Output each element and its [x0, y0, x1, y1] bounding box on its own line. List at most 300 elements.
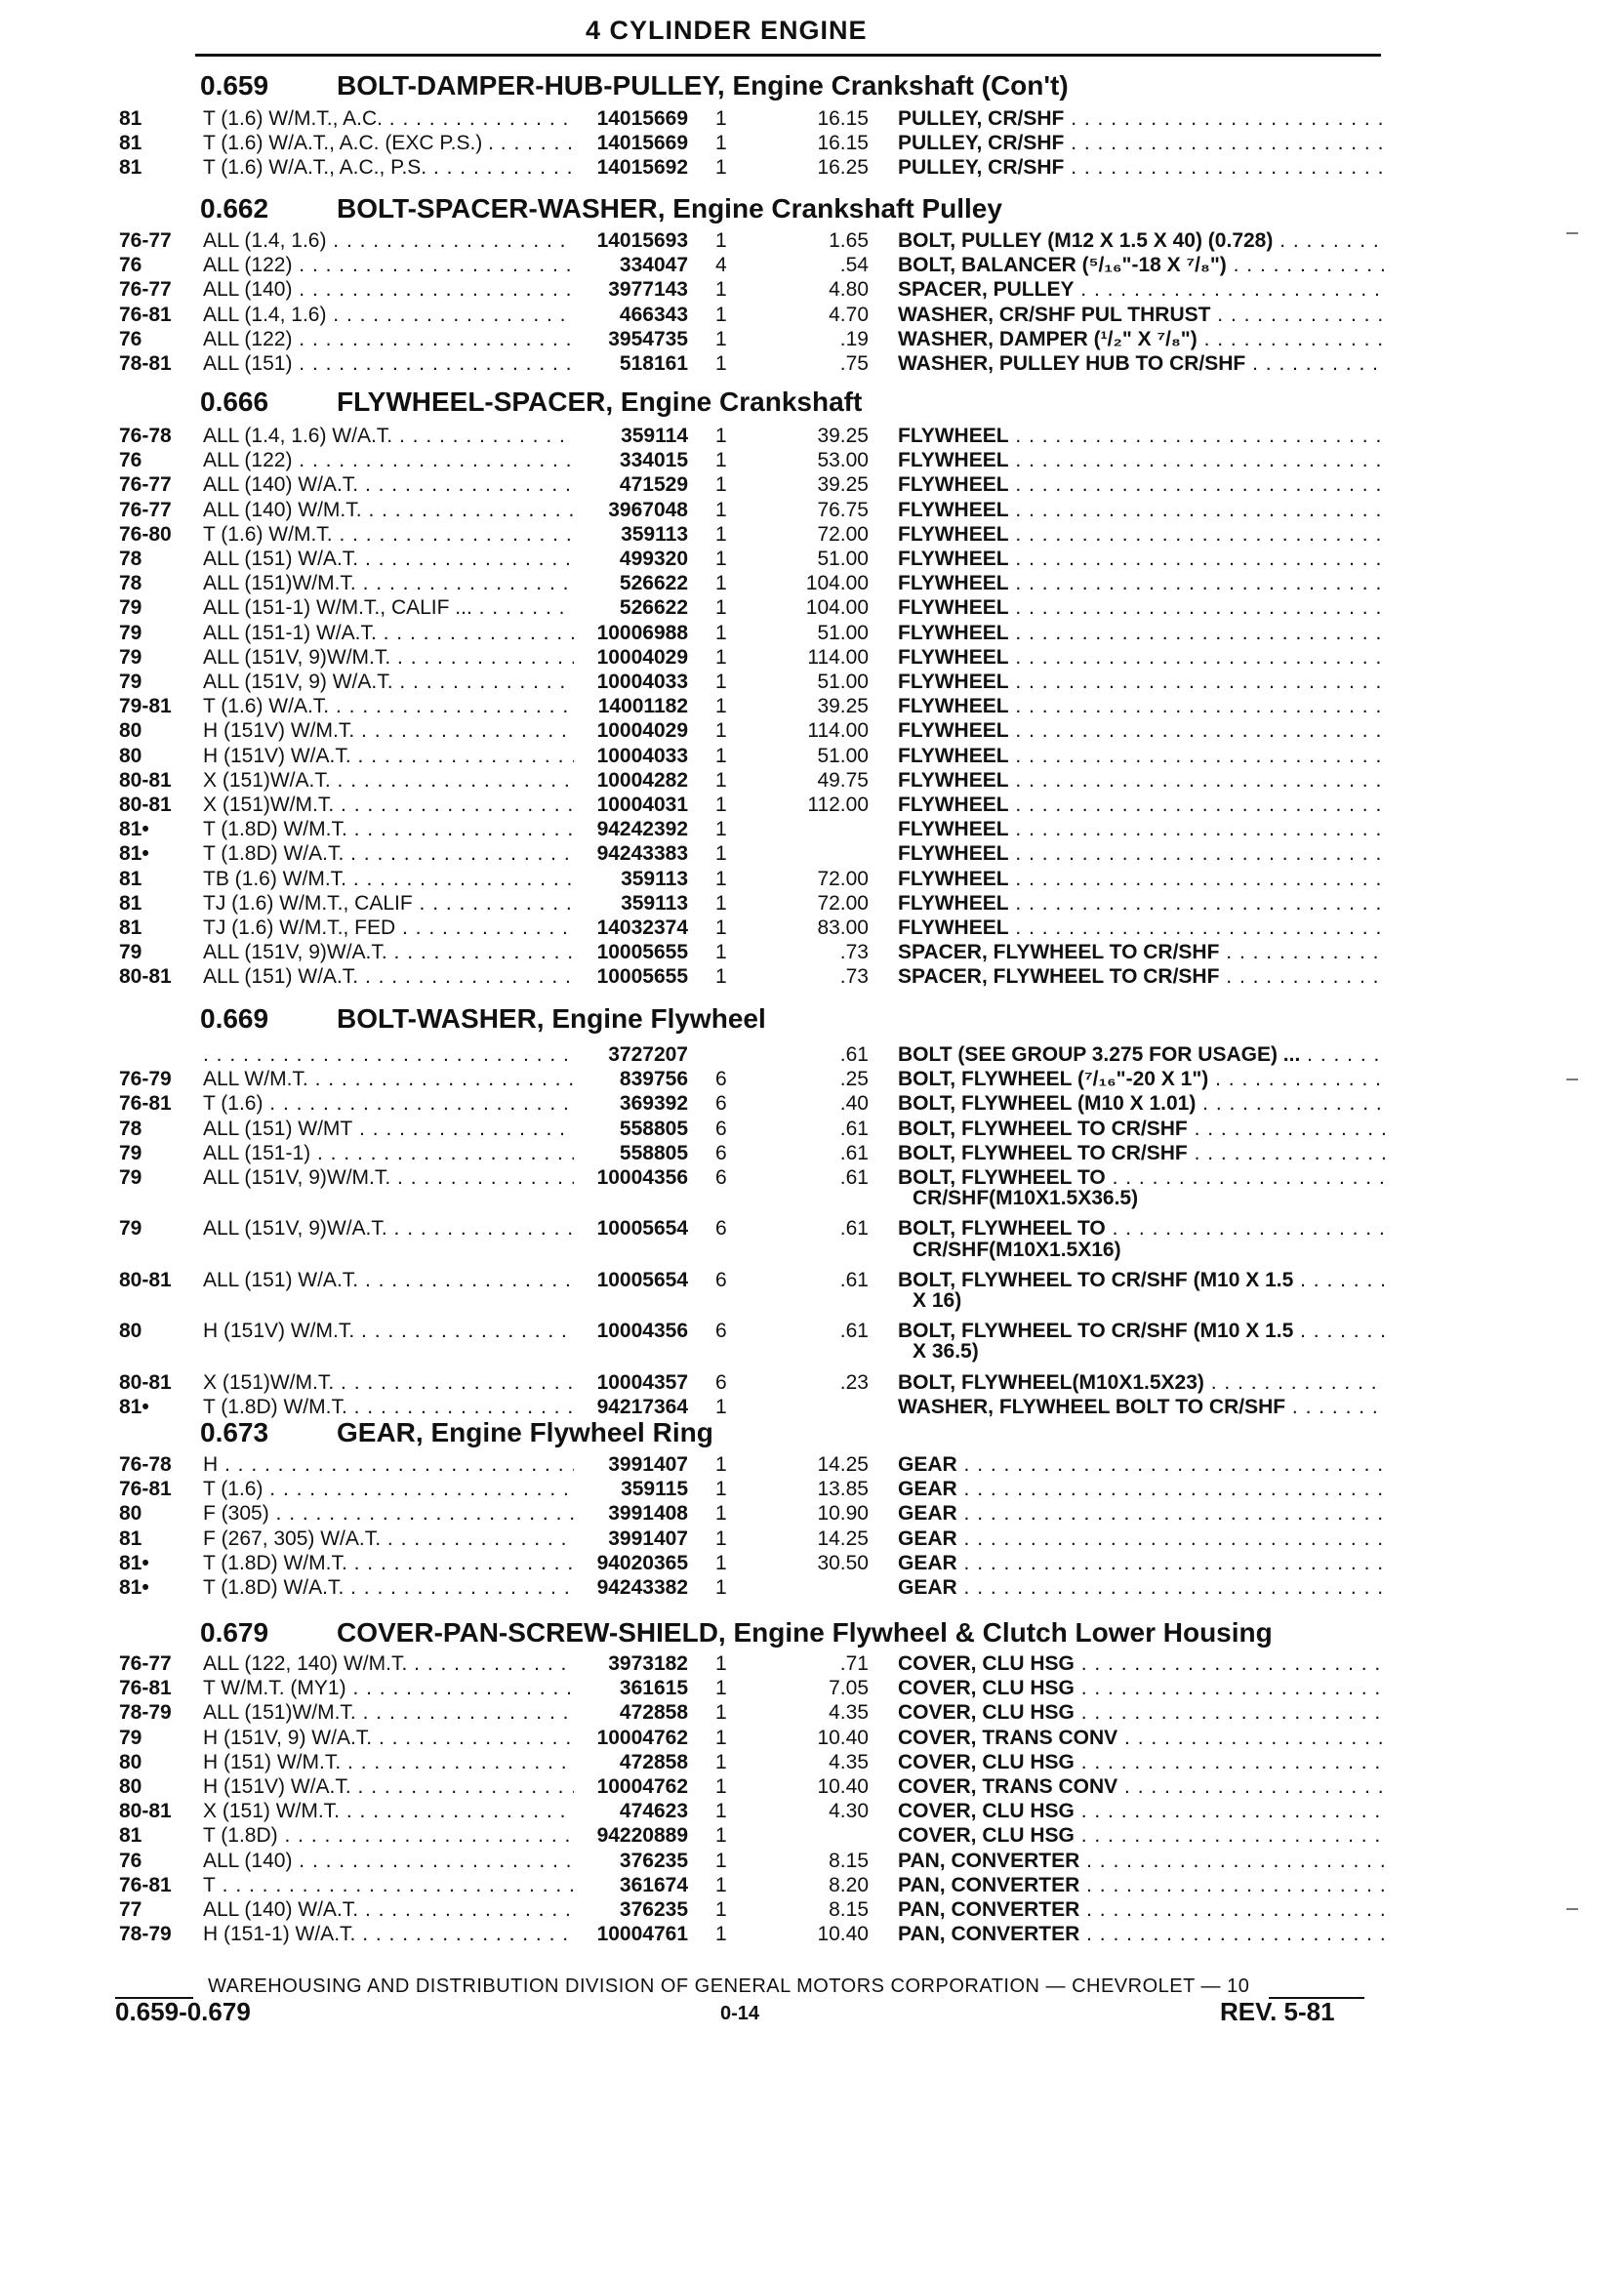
- model-application: T (1.6) W/A.T., A.C., P.S. . . .: [203, 155, 574, 180]
- model-years: 80: [119, 1775, 142, 1798]
- model-application: X (151)W/A.T. . . .: [203, 768, 574, 793]
- part-number: 10004762: [596, 1727, 688, 1749]
- part-row: [0, 327, 1624, 351]
- model-application: ALL (140) W/M.T. . . .: [203, 498, 574, 522]
- part-row: [0, 1527, 1624, 1551]
- part-number: 3991407: [608, 1453, 688, 1476]
- part-number: 10004282: [596, 769, 688, 792]
- list-price: 51.00: [817, 548, 869, 570]
- model-application: ALL (151) W/A.T. . . .: [203, 547, 574, 571]
- part-row: [0, 645, 1624, 670]
- part-number: 472858: [619, 1751, 688, 1773]
- part-description: BOLT, BALANCER (⁵/₁₆"-18 X ⁷/₈") . . .: [898, 253, 1386, 277]
- part-row: [0, 1477, 1624, 1501]
- part-row: [0, 1676, 1624, 1700]
- page-title: 4 CYLINDER ENGINE: [586, 16, 868, 45]
- part-description: FLYWHEEL . . .: [898, 621, 1386, 645]
- quantity: 1: [715, 1396, 727, 1418]
- part-number: 94242392: [596, 818, 688, 840]
- list-price: 13.85: [817, 1478, 869, 1500]
- model-application: TJ (1.6) W/M.T., FED . . .: [203, 916, 574, 940]
- model-application: T . . .: [203, 1873, 574, 1897]
- part-description: BOLT, FLYWHEEL(M10X1.5X23) . . .: [898, 1370, 1386, 1395]
- part-row: [0, 964, 1624, 989]
- model-application: ALL (151-1) . . .: [203, 1141, 574, 1165]
- part-row: [0, 1651, 1624, 1676]
- model-years: 80-81: [119, 769, 172, 792]
- part-number: 472858: [619, 1701, 688, 1724]
- model-years: 81: [119, 107, 142, 130]
- model-years: 78: [119, 1118, 142, 1140]
- model-application: T (1.6) W/A.T., A.C. (EXC P.S.) . . . .: [203, 131, 574, 155]
- quantity: 1: [715, 1751, 727, 1773]
- model-application: ALL (151V, 9)W/A.T. . . .: [203, 1216, 574, 1241]
- group-title: GEAR, Engine Flywheel Ring: [337, 1417, 713, 1447]
- part-description: GEAR . . .: [898, 1527, 1386, 1551]
- list-price: .61: [839, 1142, 869, 1164]
- quantity: 4: [715, 254, 727, 276]
- model-years: 80: [119, 719, 142, 742]
- part-number: 10006988: [596, 622, 688, 644]
- part-row: [0, 155, 1624, 180]
- quantity: 6: [715, 1092, 727, 1115]
- part-number: 3954735: [608, 328, 688, 350]
- model-years: 76-81: [119, 1478, 172, 1500]
- part-row: [0, 131, 1624, 155]
- quantity: 1: [715, 794, 727, 816]
- model-application: ALL (122) . . .: [203, 327, 574, 351]
- part-number: 376235: [619, 1850, 688, 1872]
- model-application: T (1.8D) W/M.T. . . .: [203, 1395, 574, 1419]
- quantity: 1: [715, 1824, 727, 1847]
- model-application: ALL (151V, 9)W/M.T. . . .: [203, 1165, 574, 1190]
- model-years: 76-79: [119, 1068, 172, 1090]
- quantity: 1: [715, 965, 727, 988]
- quantity: 1: [715, 941, 727, 963]
- list-price: 14.25: [817, 1527, 869, 1550]
- model-years: 76-78: [119, 1453, 172, 1476]
- part-description: BOLT, FLYWHEEL TO CR/SHF (M10 X 1.5 . . .: [898, 1319, 1386, 1343]
- margin-mark: [1566, 1908, 1578, 1910]
- model-years: 81: [119, 156, 142, 179]
- quantity: 6: [715, 1068, 727, 1090]
- part-row: [0, 793, 1624, 817]
- model-application: T (1.6) . . .: [203, 1477, 574, 1501]
- footer-page-number: 0-14: [720, 2003, 760, 2024]
- list-price: .61: [839, 1217, 869, 1240]
- part-row: [0, 424, 1624, 448]
- list-price: .71: [839, 1652, 869, 1675]
- quantity: 1: [715, 1874, 727, 1896]
- list-price: 4.35: [829, 1701, 869, 1724]
- model-application: ALL (140) . . .: [203, 1849, 574, 1873]
- part-row: [0, 472, 1624, 497]
- list-price: 51.00: [817, 622, 869, 644]
- list-price: 49.75: [817, 769, 869, 792]
- part-description: PULLEY, CR/SHF . . .: [898, 106, 1386, 131]
- part-row: [0, 1823, 1624, 1848]
- description-continuation: CR/SHF(M10X1.5X16): [913, 1239, 1121, 1261]
- model-application: ALL (151)W/M.T. . . .: [203, 1700, 574, 1725]
- part-description: COVER, CLU HSG . . .: [898, 1676, 1386, 1700]
- part-description: COVER, CLU HSG . . .: [898, 1700, 1386, 1725]
- part-row: [0, 718, 1624, 743]
- part-row: [0, 303, 1624, 327]
- model-application: ALL (151) W/A.T. . . .: [203, 1268, 574, 1292]
- model-years: 78-79: [119, 1701, 172, 1724]
- model-application: ALL (122, 140) W/M.T. . . .: [203, 1651, 574, 1676]
- description-continuation: CR/SHF(M10X1.5X36.5): [913, 1187, 1139, 1209]
- part-description: PULLEY, CR/SHF . . .: [898, 131, 1386, 155]
- model-years: 76: [119, 254, 142, 276]
- model-years: 78-79: [119, 1923, 172, 1945]
- part-number: 466343: [619, 304, 688, 326]
- part-row: [0, 1726, 1624, 1750]
- group-number: 0.666: [200, 387, 269, 417]
- model-years: 79: [119, 596, 142, 619]
- part-number: 334047: [619, 254, 688, 276]
- model-years: 79: [119, 646, 142, 669]
- part-number: 94243383: [596, 842, 688, 865]
- part-number: 14001182: [597, 695, 688, 717]
- list-price: 114.00: [807, 719, 869, 742]
- model-years: 76-81: [119, 304, 172, 326]
- section-heading: [200, 387, 862, 418]
- list-price: 4.70: [829, 304, 869, 326]
- quantity: 1: [715, 278, 727, 301]
- part-number: 471529: [619, 473, 688, 496]
- list-price: 72.00: [817, 523, 869, 546]
- part-number: 3973182: [608, 1652, 688, 1675]
- model-years: 81•: [119, 1552, 149, 1574]
- part-number: 94217364: [596, 1396, 688, 1418]
- group-title: FLYWHEEL-SPACER, Engine Crankshaft: [337, 387, 863, 417]
- list-price: 1.65: [829, 229, 869, 252]
- part-row: [0, 106, 1624, 131]
- part-description: BOLT (SEE GROUP 3.275 FOR USAGE) ... . . .: [898, 1042, 1386, 1067]
- model-years: 81•: [119, 842, 149, 865]
- part-number: 359114: [621, 425, 688, 447]
- model-application: H (151V, 9) W/A.T. . . .: [203, 1726, 574, 1750]
- list-price: 16.25: [817, 156, 869, 179]
- footer-revision: REV. 5-81: [1220, 1997, 1335, 2026]
- group-title: BOLT-SPACER-WASHER, Engine Crankshaft Pulley: [337, 193, 1002, 224]
- model-application: T (1.6) . . .: [203, 1091, 574, 1116]
- quantity: 1: [715, 769, 727, 792]
- part-number: 94220889: [596, 1824, 688, 1847]
- part-description: GEAR . . .: [898, 1551, 1386, 1575]
- part-description: BOLT, FLYWHEEL TO . . .: [898, 1165, 1386, 1190]
- quantity: 1: [715, 1502, 727, 1525]
- quantity: 1: [715, 1923, 727, 1945]
- quantity: 1: [715, 622, 727, 644]
- part-description: FLYWHEEL . . .: [898, 718, 1386, 743]
- part-description: FLYWHEEL . . .: [898, 595, 1386, 620]
- model-application: ALL (151) . . .: [203, 351, 574, 376]
- list-price: 104.00: [805, 572, 869, 594]
- quantity: 6: [715, 1320, 727, 1342]
- model-application: TJ (1.6) W/M.T., CALIF . . .: [203, 891, 574, 916]
- list-price: .75: [839, 352, 869, 375]
- quantity: 1: [715, 695, 727, 717]
- part-number: 94020365: [596, 1552, 688, 1574]
- part-number: 10004356: [596, 1166, 688, 1189]
- part-number: 3991407: [608, 1527, 688, 1550]
- part-description: BOLT, FLYWHEEL TO . . .: [898, 1216, 1386, 1241]
- part-row: [0, 1452, 1624, 1477]
- model-years: 76-78: [119, 425, 172, 447]
- part-number: 839756: [619, 1068, 688, 1090]
- quantity: 1: [715, 499, 727, 521]
- part-number: 359113: [621, 892, 688, 915]
- list-price: 104.00: [805, 596, 869, 619]
- model-years: 76-77: [119, 473, 172, 496]
- part-description: BOLT, FLYWHEEL TO CR/SHF (M10 X 1.5 . . .: [898, 1268, 1386, 1292]
- model-years: 79: [119, 1217, 142, 1240]
- quantity: 1: [715, 892, 727, 915]
- model-years: 76-80: [119, 523, 172, 546]
- part-row: [0, 1117, 1624, 1141]
- list-price: 30.50: [817, 1552, 869, 1574]
- part-row: [0, 277, 1624, 302]
- list-price: .73: [839, 965, 869, 988]
- part-number: 10005655: [596, 941, 688, 963]
- list-price: .61: [839, 1043, 869, 1066]
- list-price: 4.35: [829, 1751, 869, 1773]
- quantity: 1: [715, 449, 727, 471]
- model-application: T (1.8D) W/A.T. . . .: [203, 841, 574, 866]
- model-years: 77: [119, 1898, 142, 1921]
- model-years: 81: [119, 1527, 142, 1550]
- model-years: 81: [119, 868, 142, 890]
- model-application: ALL (140) W/A.T. . . .: [203, 472, 574, 497]
- list-price: 4.80: [829, 278, 869, 301]
- quantity: 6: [715, 1269, 727, 1291]
- list-price: .61: [839, 1269, 869, 1291]
- quantity: 6: [715, 1371, 727, 1394]
- model-application: ALL (1.4, 1.6) . . .: [203, 303, 574, 327]
- model-application: H (151) W/M.T. . . .: [203, 1750, 574, 1774]
- list-price: .61: [839, 1166, 869, 1189]
- part-row: [0, 448, 1624, 472]
- part-description: BOLT, FLYWHEEL (M10 X 1.01) . . .: [898, 1091, 1386, 1116]
- part-description: WASHER, PULLEY HUB TO CR/SHF . . .: [898, 351, 1386, 376]
- part-description: PAN, CONVERTER . . .: [898, 1849, 1386, 1873]
- part-description: FLYWHEEL . . .: [898, 670, 1386, 694]
- model-years: 76-81: [119, 1677, 172, 1699]
- list-price: .61: [839, 1320, 869, 1342]
- group-title: BOLT-DAMPER-HUB-PULLEY, Engine Crankshaft (Con't): [337, 70, 1069, 101]
- model-application: ALL (122) . . .: [203, 448, 574, 472]
- part-number: 361674: [619, 1874, 688, 1896]
- list-price: 72.00: [817, 868, 869, 890]
- list-price: .61: [839, 1118, 869, 1140]
- part-row: [0, 498, 1624, 522]
- part-description: WASHER, CR/SHF PUL THRUST . . .: [898, 303, 1386, 327]
- quantity: 1: [715, 473, 727, 496]
- model-application: H (151V) W/A.T. . . .: [203, 744, 574, 768]
- quantity: 1: [715, 1652, 727, 1675]
- list-price: 39.25: [817, 695, 869, 717]
- model-years: 80-81: [119, 1269, 172, 1291]
- group-number: 0.662: [200, 193, 269, 224]
- part-description: FLYWHEEL . . .: [898, 841, 1386, 866]
- part-number: 10005654: [596, 1217, 688, 1240]
- part-description: GEAR . . .: [898, 1477, 1386, 1501]
- list-price: 10.40: [817, 1727, 869, 1749]
- part-number: 14032374: [596, 916, 688, 939]
- model-years: 80: [119, 745, 142, 767]
- list-price: 14.25: [817, 1453, 869, 1476]
- model-years: 78: [119, 572, 142, 594]
- quantity: 1: [715, 1677, 727, 1699]
- part-row: [0, 1922, 1624, 1946]
- part-number: 3977143: [608, 278, 688, 301]
- model-application: H (151-1) W/A.T. . . .: [203, 1922, 574, 1946]
- model-application: ALL (140) W/A.T. . . .: [203, 1897, 574, 1922]
- part-description: PULLEY, CR/SHF . . .: [898, 155, 1386, 180]
- part-number: 10004029: [596, 646, 688, 669]
- part-number: 359115: [621, 1478, 688, 1500]
- part-row: [0, 1501, 1624, 1526]
- model-application: ALL (151-1) W/M.T., CALIF ... . . .: [203, 595, 574, 620]
- part-description: FLYWHEEL . . .: [898, 424, 1386, 448]
- model-years: 79: [119, 1727, 142, 1749]
- model-application: X (151)W/M.T. . . .: [203, 793, 574, 817]
- quantity: 1: [715, 1478, 727, 1500]
- part-row: [0, 1575, 1624, 1600]
- model-years: 80: [119, 1502, 142, 1525]
- quantity: 6: [715, 1166, 727, 1189]
- model-application: ALL (151) W/A.T. . . .: [203, 964, 574, 989]
- quantity: 1: [715, 1775, 727, 1798]
- part-number: 3727207: [608, 1043, 688, 1066]
- footer-publisher: WAREHOUSING AND DISTRIBUTION DIVISION OF GENERAL MOTORS CORPORATION — CHEVROLET — 10: [208, 1975, 1250, 1997]
- list-price: 53.00: [817, 449, 869, 471]
- quantity: 1: [715, 1727, 727, 1749]
- model-years: 76-81: [119, 1874, 172, 1896]
- part-description: BOLT, FLYWHEEL (⁷/₁₆"-20 X 1") . . .: [898, 1067, 1386, 1091]
- model-years: 79-81: [119, 695, 172, 717]
- model-years: 78: [119, 548, 142, 570]
- model-years: 79: [119, 1166, 142, 1189]
- list-price: .19: [839, 328, 869, 350]
- model-application: ALL (151)W/M.T. . . .: [203, 571, 574, 595]
- model-application: T (1.8D) W/M.T. . . .: [203, 1551, 574, 1575]
- model-application: T (1.6) W/M.T., A.C. . . .: [203, 106, 574, 131]
- model-years: 81•: [119, 818, 149, 840]
- quantity: 1: [715, 1800, 727, 1822]
- part-row: [0, 1067, 1624, 1091]
- part-description: COVER, CLU HSG . . .: [898, 1750, 1386, 1774]
- model-years: 81: [119, 132, 142, 154]
- part-row: [0, 891, 1624, 916]
- description-continuation: X 36.5): [913, 1340, 979, 1363]
- part-row: [0, 1873, 1624, 1897]
- group-title: BOLT-WASHER, Engine Flywheel: [337, 1003, 766, 1034]
- part-number: 10004356: [596, 1320, 688, 1342]
- part-row: [0, 571, 1624, 595]
- part-row: [0, 744, 1624, 768]
- part-row: [0, 253, 1624, 277]
- part-description: FLYWHEEL . . .: [898, 498, 1386, 522]
- list-price: 39.25: [817, 425, 869, 447]
- model-application: ALL (1.4, 1.6) W/A.T. . . .: [203, 424, 574, 448]
- quantity: 1: [715, 1850, 727, 1872]
- part-row: [0, 1395, 1624, 1419]
- part-number: 359113: [621, 868, 688, 890]
- part-description: GEAR . . .: [898, 1501, 1386, 1526]
- model-years: 80-81: [119, 794, 172, 816]
- part-description: FLYWHEEL . . .: [898, 891, 1386, 916]
- model-application: T (1.8D) . . .: [203, 1823, 574, 1848]
- model-years: 76: [119, 328, 142, 350]
- section-heading: [200, 193, 1002, 224]
- part-number: 334015: [619, 449, 688, 471]
- part-number: 474623: [619, 1800, 688, 1822]
- part-number: 10004762: [596, 1775, 688, 1798]
- part-description: COVER, TRANS CONV . . .: [898, 1726, 1386, 1750]
- model-years: 76-77: [119, 229, 172, 252]
- part-row: [0, 1799, 1624, 1823]
- part-description: COVER, CLU HSG . . .: [898, 1651, 1386, 1676]
- title-rule: [195, 54, 1381, 57]
- model-years: 76-77: [119, 278, 172, 301]
- model-years: 81•: [119, 1576, 149, 1599]
- quantity: 6: [715, 1118, 727, 1140]
- model-years: 80-81: [119, 1371, 172, 1394]
- quantity: 1: [715, 745, 727, 767]
- model-years: 80: [119, 1320, 142, 1342]
- model-years: 79: [119, 941, 142, 963]
- part-number: 14015669: [596, 132, 688, 154]
- list-price: 72.00: [817, 892, 869, 915]
- part-number: 3991408: [608, 1502, 688, 1525]
- model-application: T (1.8D) W/A.T. . . .: [203, 1575, 574, 1600]
- part-row: [0, 1042, 1624, 1067]
- list-price: 114.00: [807, 646, 869, 669]
- part-number: 14015693: [596, 229, 688, 252]
- list-price: 83.00: [817, 916, 869, 939]
- part-row: [0, 1750, 1624, 1774]
- quantity: 1: [715, 1701, 727, 1724]
- list-price: 8.20: [829, 1874, 869, 1896]
- list-price: 16.15: [817, 107, 869, 130]
- quantity: 1: [715, 328, 727, 350]
- list-price: 7.05: [829, 1677, 869, 1699]
- model-application: ALL (151V, 9)W/A.T. . . .: [203, 940, 574, 964]
- description-continuation: X 16): [913, 1289, 962, 1312]
- section-heading: [200, 1617, 1273, 1649]
- model-application: ALL W/M.T. . . .: [203, 1067, 574, 1091]
- part-number: 376235: [619, 1898, 688, 1921]
- part-number: 10004029: [596, 719, 688, 742]
- part-row: [0, 1700, 1624, 1725]
- part-row: [0, 1774, 1624, 1799]
- list-price: 8.15: [829, 1898, 869, 1921]
- part-description: FLYWHEEL . . .: [898, 472, 1386, 497]
- model-years: 76: [119, 1850, 142, 1872]
- list-price: 10.40: [817, 1923, 869, 1945]
- model-years: 76-77: [119, 499, 172, 521]
- part-description: WASHER, DAMPER (¹/₂" X ⁷/₈") . . .: [898, 327, 1386, 351]
- part-number: 3967048: [608, 499, 688, 521]
- part-description: FLYWHEEL . . .: [898, 744, 1386, 768]
- part-description: BOLT, PULLEY (M12 X 1.5 X 40) (0.728) . . .: [898, 228, 1386, 253]
- model-application: TB (1.6) W/M.T. . . .: [203, 867, 574, 891]
- quantity: 6: [715, 1142, 727, 1164]
- part-description: FLYWHEEL . . .: [898, 916, 1386, 940]
